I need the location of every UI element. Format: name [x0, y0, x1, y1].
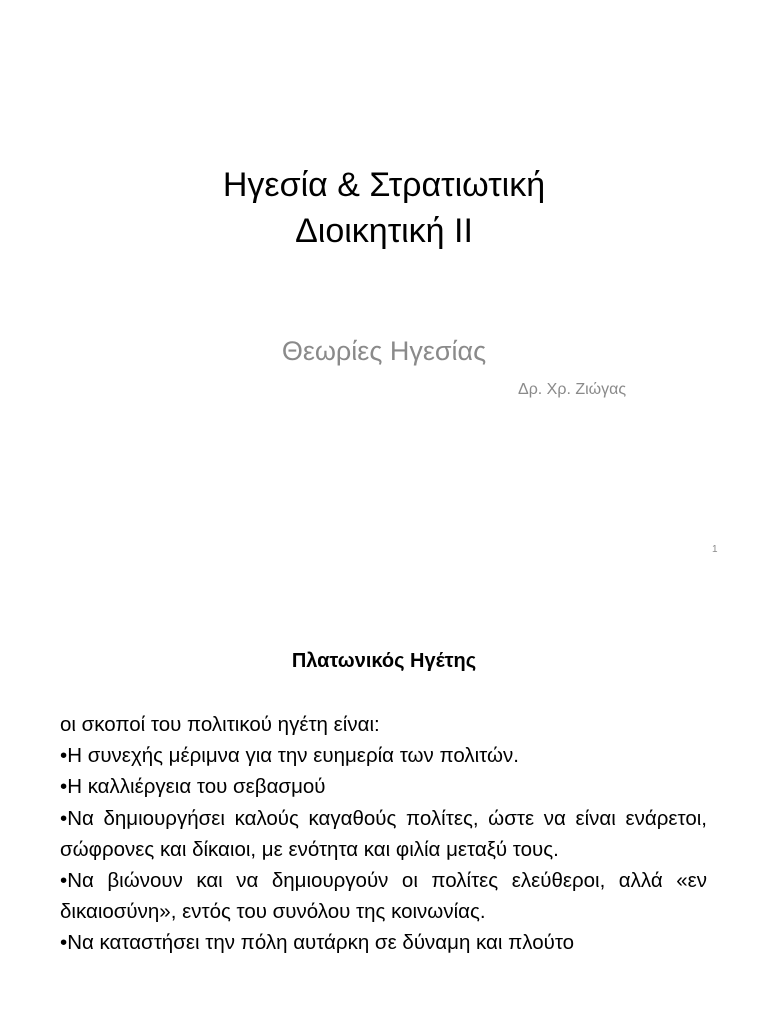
bullet-text: Να δημιουργήσει καλούς καγαθούς πολίτες, ώστε να είναι ενάρετοι, σώφρονες και δίκαιοι, με ενότητα και φιλία μεταξύ τους.	[60, 806, 707, 861]
bullet-icon: •	[60, 775, 68, 799]
bullet-item	[60, 771, 707, 802]
bullet-item	[60, 927, 707, 958]
slide-title-line-2: Διοικητική ΙΙ	[295, 212, 473, 250]
bullet-icon: •	[60, 744, 68, 768]
bullet-text: Η καλλιέργεια του σεβασμού	[67, 775, 326, 799]
bullet-icon: •	[60, 931, 68, 955]
slide-title	[0, 162, 768, 254]
content-slide	[0, 590, 768, 1024]
author-name: Δρ. Χρ. Ζιώγας	[518, 381, 627, 398]
bullet-icon: •	[60, 869, 68, 893]
bullet-text: Η συνεχής μέριμνα για την ευημερία των πολιτών.	[67, 744, 519, 768]
content-slide-title: Πλατωνικός Ηγέτης	[291, 650, 477, 672]
bullet-icon: •	[60, 806, 68, 830]
bullet-text: Να καταστήσει την πόλη αυτάρκη σε δύναμη και πλούτο	[67, 931, 575, 955]
bullet-item	[60, 803, 707, 865]
bullet-item	[60, 740, 707, 771]
page-number: 1	[712, 544, 718, 555]
slide-subtitle: Θεωρίες Ηγεσίας	[281, 336, 487, 366]
slide-title-line-1: Ηγεσία & Στρατιωτική	[222, 166, 546, 204]
bullet-item	[60, 865, 707, 927]
content-body	[60, 709, 707, 959]
intro-text: οι σκοποί του πολιτικού ηγέτη είναι:	[60, 713, 380, 736]
bullet-text: Να βιώνουν και να δημιουργούν οι πολίτες ελεύθεροι, αλλά «εν δικαιοσύνη», εντός του συνόλου της κοινωνίας.	[60, 869, 707, 924]
